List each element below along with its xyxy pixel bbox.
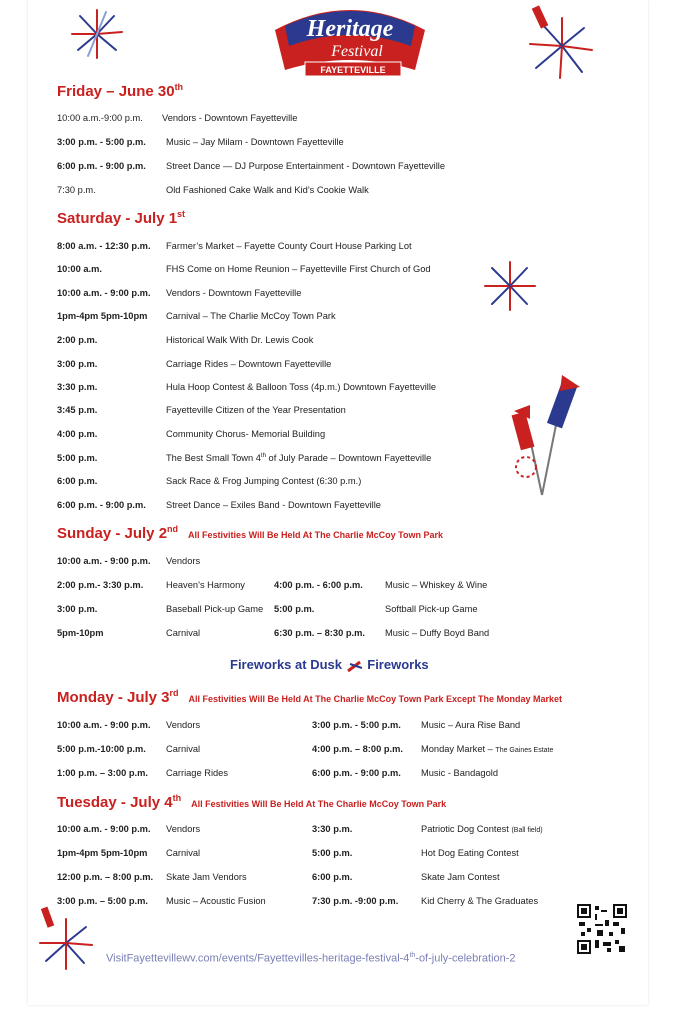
schedule-time: 10:00 a.m.-9:00 p.m. — [57, 113, 143, 123]
schedule-time: 7:30 p.m. -9:00 p.m. — [312, 896, 399, 906]
schedule-time: 2:00 p.m.- 3:30 p.m. — [57, 580, 144, 590]
schedule-time: 6:00 p.m. - 9:00 p.m. — [57, 500, 146, 510]
schedule-event: Music – Whiskey & Wine — [385, 580, 488, 590]
schedule-event: Farmer’s Market – Fayette County Court House Parking Lot — [166, 241, 412, 251]
monday-heading: Monday - July 3rdAll Festivities Will Be Held At The Charlie McCoy Town Park Except The Monday Market — [57, 688, 563, 706]
svg-text:Festival: Festival — [331, 43, 383, 60]
schedule-time: 10:00 a.m. - 9:00 p.m. — [57, 720, 151, 730]
schedule-time: 3:00 p.m. — [57, 359, 98, 369]
svg-text:Heritage: Heritage — [306, 16, 394, 42]
schedule-event: Vendors — [166, 556, 201, 566]
schedule-time: 1pm-4pm 5pm-10pm — [57, 848, 148, 858]
schedule-event: Street Dance – Exiles Band - Downtown Fayetteville — [166, 500, 381, 510]
schedule-time: 5:00 p.m.-10:00 p.m. — [57, 744, 146, 754]
schedule-time: 5:00 p.m. — [57, 453, 98, 463]
schedule-time: 3:30 p.m. — [57, 382, 98, 392]
firework-small-icon — [346, 659, 364, 673]
schedule-time: 8:00 a.m. - 12:30 p.m. — [57, 241, 151, 251]
firework-rockets-icon — [500, 375, 590, 500]
schedule-time: 10:00 a.m. — [57, 264, 102, 274]
schedule-event: Music – Jay Milam - Downtown Fayetteville — [166, 137, 344, 147]
schedule-time: 3:45 p.m. — [57, 405, 98, 415]
firework-burst-icon — [480, 258, 540, 314]
tuesday-heading: Tuesday - July 4thAll Festivities Will Be Held At The Charlie McCoy Town Park — [57, 793, 447, 811]
schedule-event: Patriotic Dog Contest (Ball field) — [421, 824, 543, 834]
schedule-event: The Best Small Town 4th of July Parade – Downtown Fayetteville — [166, 453, 432, 464]
schedule-event: Community Chorus- Memorial Building — [166, 429, 326, 439]
schedule-time: 3:00 p.m. – 5:00 p.m. — [57, 896, 148, 906]
schedule-time: 1:00 p.m. – 3:00 p.m. — [57, 768, 148, 778]
schedule-time: 4:00 p.m. — [57, 429, 98, 439]
schedule-time: 6:00 p.m. — [312, 872, 353, 882]
schedule-time: 6:30 p.m. – 8:30 p.m. — [274, 628, 365, 638]
schedule-event: Sack Race & Frog Jumping Contest (6:30 p.m.) — [166, 476, 362, 486]
qr-code[interactable] — [577, 904, 627, 954]
schedule-event: Heaven’s Harmony — [166, 580, 245, 590]
schedule-time: 3:00 p.m. - 5:00 p.m. — [57, 137, 146, 147]
saturday-heading: Saturday - July 1st — [57, 209, 186, 227]
schedule-time: 6:00 p.m. — [57, 476, 98, 486]
schedule-time: 4:00 p.m. - 6:00 p.m. — [274, 580, 363, 590]
fireworks-announcement: Fireworks at Dusk Fireworks — [230, 657, 429, 672]
schedule-event: Hula Hoop Contest & Balloon Toss (4p.m.) Downtown Fayetteville — [166, 382, 437, 392]
monday-note: All Festivities Will Be Held At The Charlie McCoy Town Park Except The Monday Market — [188, 694, 563, 704]
schedule-time: 2:00 p.m. — [57, 335, 98, 345]
friday-heading: Friday – June 30th — [57, 82, 184, 100]
schedule-time: 10:00 a.m. - 9:00 p.m. — [57, 288, 151, 298]
schedule-time: 3:00 p.m. — [57, 604, 98, 614]
schedule-event: Carnival — [166, 848, 201, 858]
schedule-event: Kid Cherry & The Graduates — [421, 896, 539, 906]
sunday-heading: Sunday - July 2ndAll Festivities Will Be Held At The Charlie McCoy Town Park — [57, 524, 444, 542]
heritage-festival-logo — [265, 0, 435, 86]
sunday-note: All Festivities Will Be Held At The Charlie McCoy Town Park — [188, 530, 444, 540]
schedule-time: 3:00 p.m. - 5:00 p.m. — [312, 720, 401, 730]
schedule-time: 7:30 p.m. — [57, 185, 96, 195]
schedule-event: Vendors - Downtown Fayetteville — [166, 288, 302, 298]
schedule-time: 5pm-10pm — [57, 628, 104, 638]
schedule-event: Vendors — [166, 720, 201, 730]
schedule-time: 4:00 p.m. – 8:00 p.m. — [312, 744, 403, 754]
schedule-event: Old Fashioned Cake Walk and Kid’s Cookie Walk — [166, 185, 369, 195]
firework-rocket-icon — [522, 2, 602, 82]
schedule-time: 10:00 a.m. - 9:00 p.m. — [57, 824, 151, 834]
schedule-event: Skate Jam Contest — [421, 872, 500, 882]
schedule-event: Baseball Pick-up Game — [166, 604, 264, 614]
schedule-time: 6:00 p.m. - 9:00 p.m. — [57, 161, 146, 171]
firework-burst-icon — [62, 6, 132, 62]
schedule-event: Carnival — [166, 628, 201, 638]
schedule-event: Vendors — [166, 824, 201, 834]
schedule-event: Monday Market – The Gaines Estate — [421, 744, 554, 754]
tuesday-note: All Festivities Will Be Held At The Charlie McCoy Town Park — [191, 799, 447, 809]
schedule-event: Fayetteville Citizen of the Year Presentation — [166, 405, 346, 415]
schedule-event: Skate Jam Vendors — [166, 872, 247, 882]
schedule-event: Street Dance — DJ Purpose Entertainment - Downtown Fayetteville — [166, 161, 446, 171]
firework-rocket-icon — [36, 905, 98, 973]
schedule-time: 10:00 a.m. - 9:00 p.m. — [57, 556, 151, 566]
schedule-event: Music – Acoustic Fusion — [166, 896, 266, 906]
schedule-event: Hot Dog Eating Contest — [421, 848, 519, 858]
schedule-event: Music – Duffy Boyd Band — [385, 628, 490, 638]
schedule-time: 5:00 p.m. — [274, 604, 315, 614]
schedule-time: 5:00 p.m. — [312, 848, 353, 858]
schedule-event: Vendors - Downtown Fayetteville — [162, 113, 298, 123]
schedule-time: 12:00 p.m. – 8:00 p.m. — [57, 872, 154, 882]
event-website-link[interactable]: VisitFayettevillewv.com/events/Fayettevilles-heritage-festival-4th-of-july-celebration-2 — [106, 952, 516, 965]
schedule-event: Carnival — [166, 744, 201, 754]
schedule-event: Carriage Rides — [166, 768, 229, 778]
schedule-event: Softball Pick-up Game — [385, 604, 478, 614]
schedule-event: FHS Come on Home Reunion – Fayetteville First Church of God — [166, 264, 431, 274]
schedule-event: Carriage Rides – Downtown Fayetteville — [166, 359, 332, 369]
schedule-event: Carnival – The Charlie McCoy Town Park — [166, 311, 336, 321]
schedule-event: Music - Bandagold — [421, 768, 498, 778]
schedule-event: Historical Walk With Dr. Lewis Cook — [166, 335, 314, 345]
schedule-time: 3:30 p.m. — [312, 824, 353, 834]
schedule-time: 6:00 p.m. - 9:00 p.m. — [312, 768, 401, 778]
schedule-event: Music – Aura Rise Band — [421, 720, 521, 730]
schedule-time: 1pm-4pm 5pm-10pm — [57, 311, 148, 321]
svg-text:FAYETTEVILLE: FAYETTEVILLE — [320, 65, 386, 75]
